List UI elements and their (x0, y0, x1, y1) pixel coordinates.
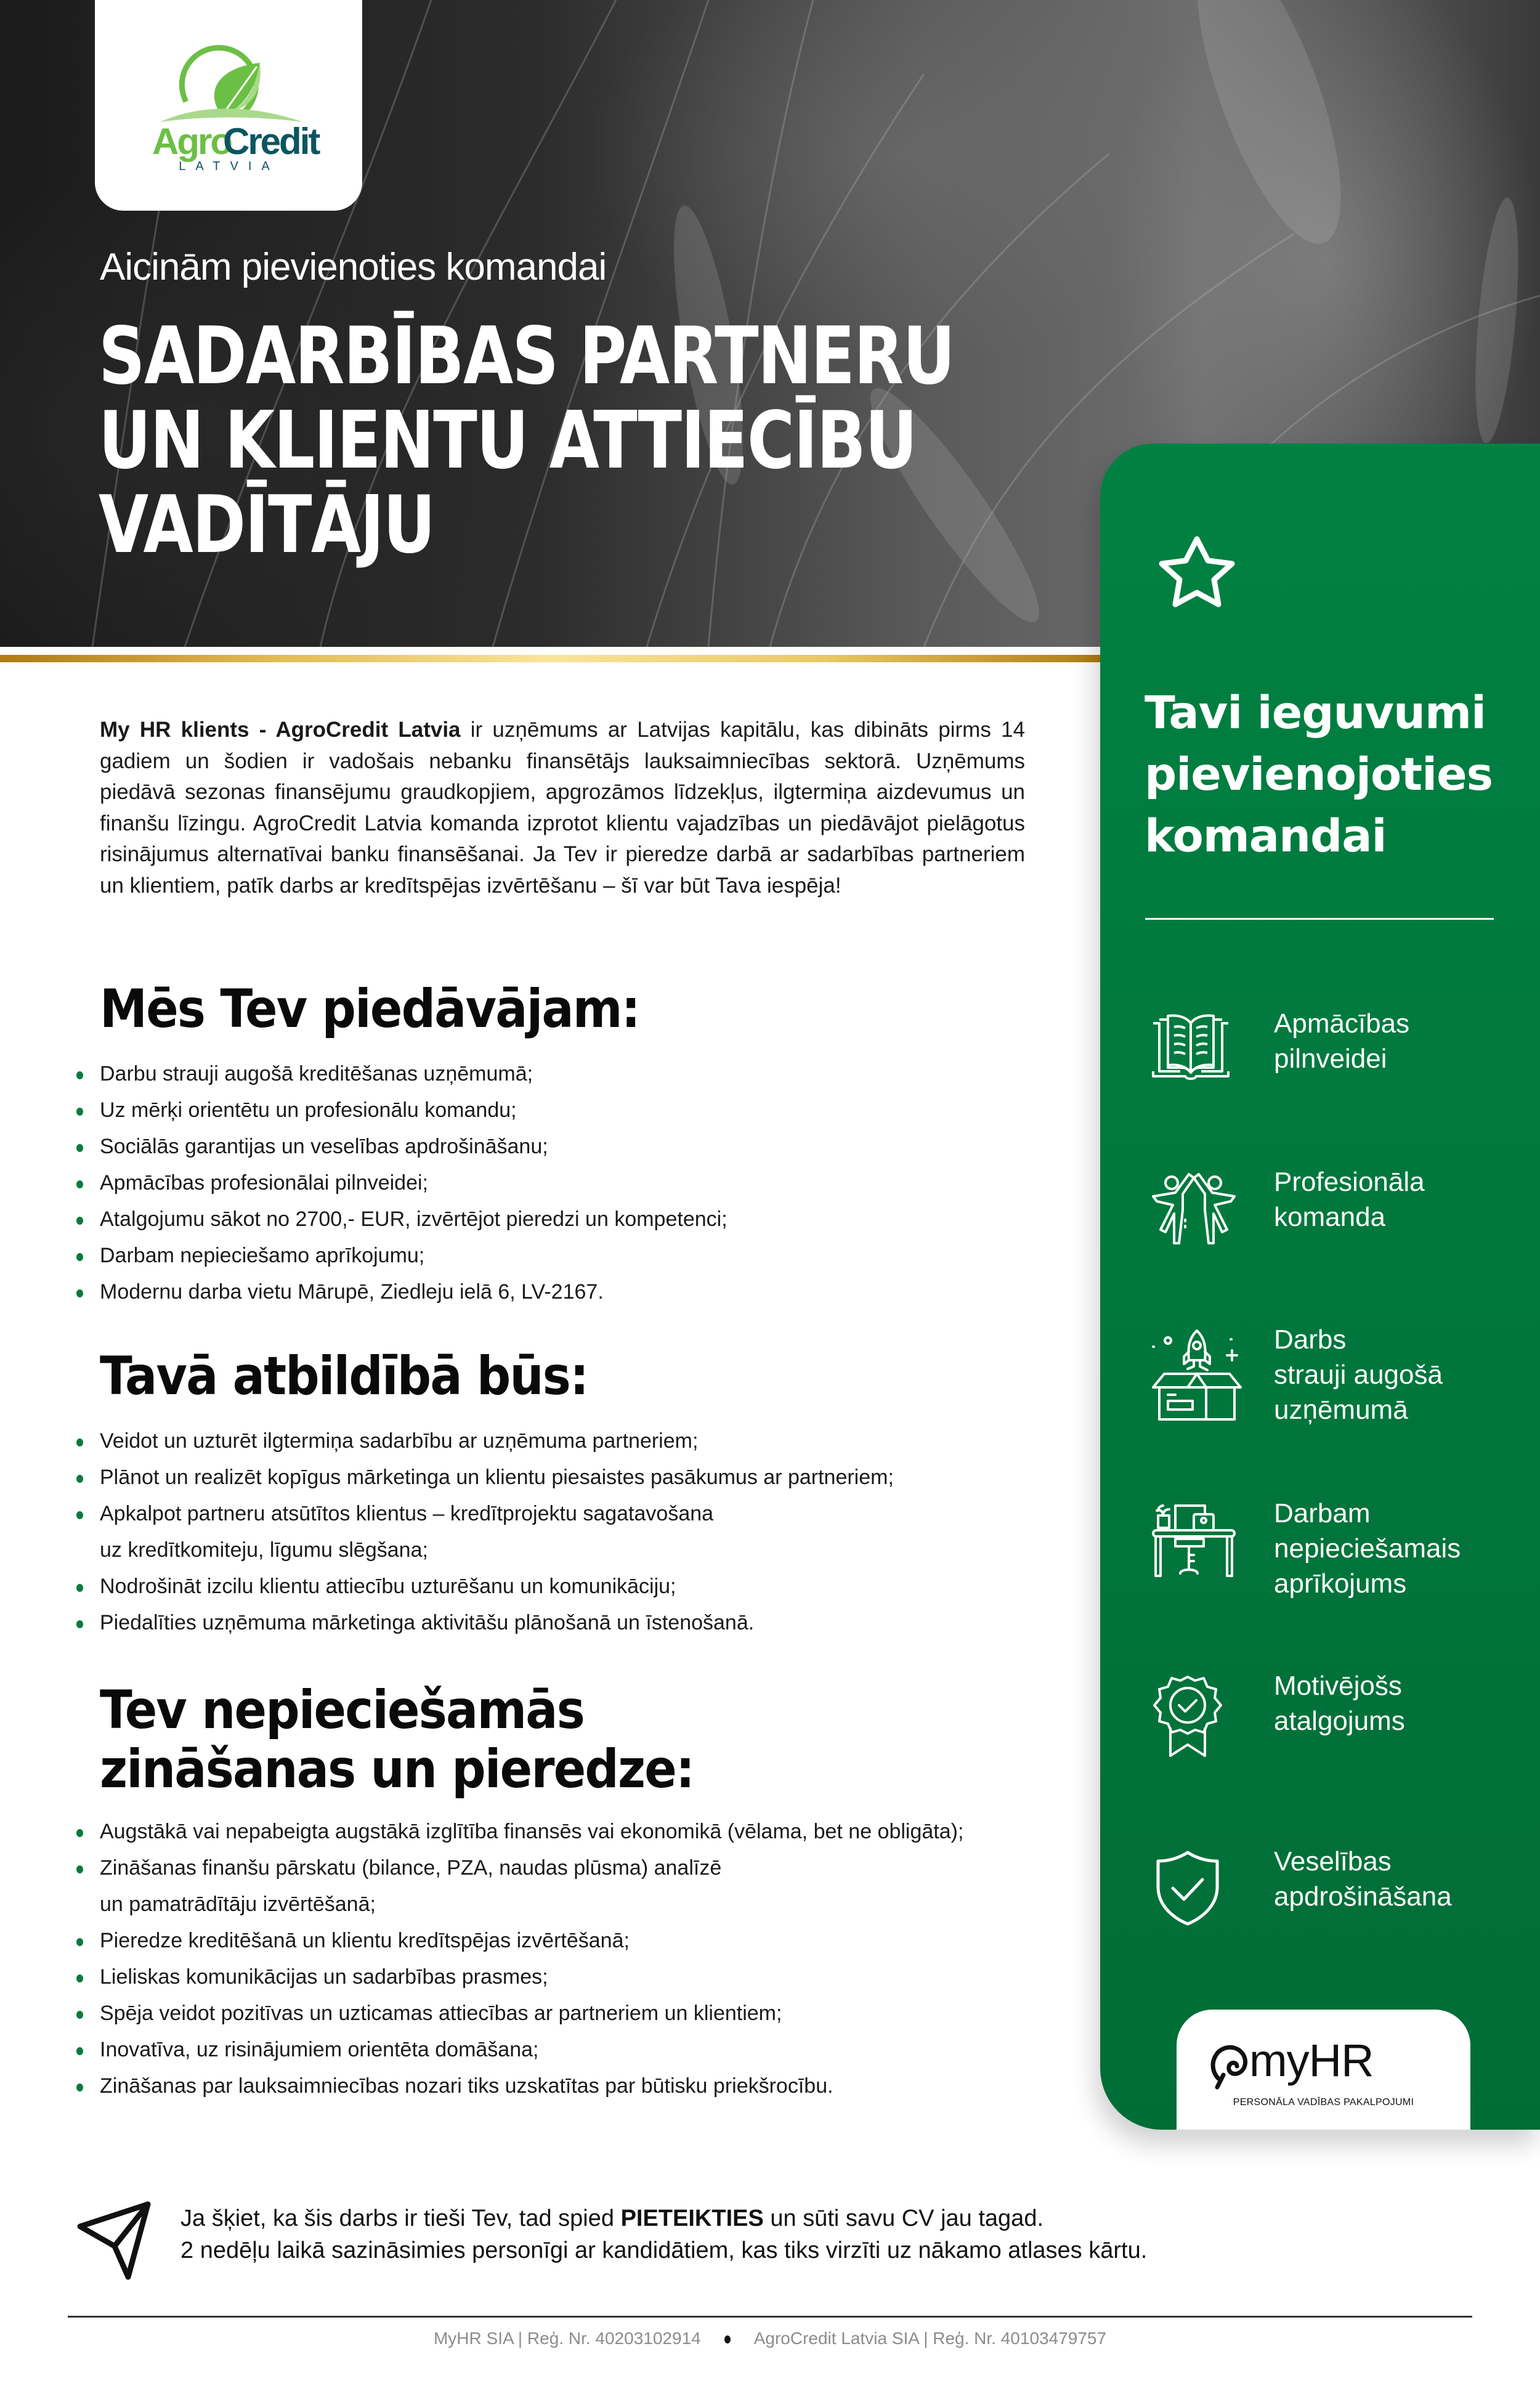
send-paper-plane-icon (75, 2201, 154, 2281)
benefit-line: atalgojums (1274, 1706, 1405, 1736)
cta-text-part: un sūti savu CV jau tagad. (763, 2205, 1044, 2231)
desk-icon (1151, 1502, 1237, 1579)
myhr-tagline: PERSONĀLA VADĪBAS PAKALPOJUMI (1233, 2097, 1414, 2108)
benefit-line: apdrošināšana (1274, 1881, 1452, 1912)
list-item: Nodrošināt izcilu klientu attiecību uzturēšanu un komunikāciju; (76, 1568, 894, 1605)
benefit-line: nepieciešamais (1274, 1533, 1461, 1564)
benefit-line: Darbs (1274, 1325, 1347, 1355)
footer-divider (68, 2316, 1472, 2318)
list-item-continuation: uz kredītkomiteju, līgumu slēgšana; (100, 1538, 428, 1562)
list-item: Plānot un realizēt kopīgus mārketinga un klientu piesaistes pasākumus ar partneriem; (76, 1459, 894, 1496)
list-item: Apkalpot partneru atsūtītos klientus – kredītprojektu sagatavošana (76, 1496, 894, 1532)
benefit-item (1151, 1498, 1533, 1613)
list-item: Zināšanas par lauksaimniecības nozari tiks uzskatītas par būtisku priekšrocību. (76, 2068, 963, 2104)
duties-list (76, 1423, 894, 1641)
list-item: Augstākā vai nepabeigta augstākā izglītība finansēs vai ekonomikā (vēlama, bet ne obligāta); (76, 1814, 963, 1850)
benefit-text (1274, 1668, 1405, 1739)
benefits-heading-line: komandai (1145, 810, 1387, 862)
requirements-heading (100, 1681, 694, 1799)
requirements-list (76, 1814, 963, 2104)
footer-myhr-registration: MyHR SIA | Reģ. Nr. 40203102914 (433, 2329, 701, 2348)
cta-text (180, 2202, 1147, 2266)
book-icon (1151, 1012, 1231, 1080)
cta-line-2: 2 nedēļu laikā sazināsimies personīgi ar kandidātiem, kas tiks virzīti uz nākamo atlases kārtu. (180, 2238, 1148, 2263)
job-title (99, 310, 955, 571)
requirements-heading-line: Tev nepieciešamās (100, 1679, 584, 1741)
benefit-item (1151, 1008, 1533, 1123)
benefit-line: Darbam (1274, 1498, 1371, 1528)
list-item: Modernu darba vietu Mārupē, Ziedleju ielā 6, LV-2167. (76, 1274, 727, 1310)
list-item-continuation: un pamatrādītāju izvērtēšanā; (100, 1893, 376, 1916)
star-icon (1151, 533, 1243, 622)
benefits-heading-line: Tavi ieguvumi (1145, 687, 1486, 739)
benefit-line: Profesionāla (1274, 1167, 1425, 1197)
award-badge-icon (1151, 1674, 1225, 1758)
benefit-line: strauji augošā (1274, 1360, 1443, 1390)
agrocredit-logo-card (95, 0, 362, 211)
benefit-text (1274, 1496, 1461, 1601)
gold-divider (0, 655, 1100, 662)
cta-line-1 (180, 2202, 1147, 2234)
benefit-text (1274, 1844, 1452, 1914)
benefit-line: aprīkojums (1274, 1568, 1407, 1599)
benefit-item (1151, 1167, 1533, 1281)
benefit-line: pilnveidei (1274, 1044, 1387, 1074)
logo-credit-text: Credit (223, 121, 319, 162)
apply-keyword: PIETEIKTIES (620, 2205, 764, 2231)
list-item: Darbam nepieciešamo aprīkojumu; (76, 1238, 727, 1274)
offer-heading: Mēs Tev piedāvājam: (100, 978, 639, 1040)
list-item: Sociālās garantijas un veselības apdrošināšanu; (76, 1129, 727, 1165)
benefit-line: uzņēmumā (1274, 1395, 1408, 1425)
benefits-panel (1100, 444, 1540, 2130)
list-item: Uz mērķi orientētu un profesionālu komandu; (76, 1092, 727, 1129)
list-item: Atalgojumu sākot no 2700,- EUR, izvērtējot pieredzi un kompetenci; (76, 1201, 727, 1238)
myhr-logo-card (1177, 2010, 1470, 2130)
benefit-line: Veselības (1274, 1846, 1392, 1877)
logo-latvia-text: LATVIA (179, 160, 280, 172)
benefit-text (1274, 1322, 1443, 1427)
intro-lead: My HR klients - AgroCredit Latvia (100, 718, 461, 742)
benefit-item (1151, 1671, 1533, 1785)
benefits-divider (1145, 918, 1494, 920)
benefit-item (1151, 1846, 1533, 1961)
job-title-line: UN KLIENTU ATTIECĪBU (99, 395, 917, 487)
offer-list (76, 1056, 727, 1310)
list-item: Pieredze kreditēšanā un klientu kredītspējas izvērtēšanā; (76, 1923, 963, 1959)
job-title-line: VADĪTĀJU (99, 479, 435, 571)
requirements-heading-line: zināšanas un pieredze: (100, 1739, 694, 1800)
benefit-line: Motivējošs (1274, 1671, 1402, 1701)
list-item: Piedalīties uzņēmuma mārketinga aktivitāšu plānošanā un īstenošanā. (76, 1605, 894, 1641)
list-item: Apmācības profesionālai pilnveidei; (76, 1165, 727, 1201)
intro-paragraph (100, 715, 1025, 901)
job-title-line: SADARBĪBAS PARTNERU (99, 310, 955, 402)
list-item: Veidot un uzturēt ilgtermiņa sadarbību ar uzņēmuma partneriem; (76, 1423, 894, 1459)
benefits-heading-line: pievienojoties (1145, 749, 1493, 801)
benefit-text (1274, 1164, 1425, 1235)
list-item: Zināšanas finanšu pārskatu (bilance, PZA, naudas plūsma) analīzē (76, 1850, 963, 1886)
footer (0, 2329, 1540, 2348)
benefit-text (1274, 1006, 1409, 1076)
list-item: Spēja veidot pozitīvas un uzticamas attiecības ar partneriem un klientiem; (76, 1995, 963, 2032)
benefit-line: Apmācības (1274, 1008, 1410, 1039)
list-item: Darbu strauji augošā kreditēšanas uzņēmumā; (76, 1056, 727, 1092)
shield-check-icon (1151, 1850, 1225, 1927)
cta-text-part: Ja šķiet, ka šis darbs ir tieši Tev, tad spied (180, 2205, 621, 2231)
logo-agro-text: Agro (152, 121, 231, 162)
benefits-heading (1145, 683, 1493, 867)
footer-separator-dot (724, 2335, 731, 2343)
myhr-logo-text: myHR (1249, 2035, 1374, 2086)
benefit-line: komanda (1274, 1202, 1386, 1232)
list-item: Lieliskas komunikācijas un sadarbības prasmes; (76, 1959, 963, 1995)
intro-text: ir uzņēmums ar Latvijas kapitālu, kas dibināts pirms 14 gadiem un šodien ir vadošais nebanku finansētājs lauksaimniecības sektorā. Uzņēmums piedāvā sezonas finansējumu graudkopjiem, apgrozāmos līdzekļus, ilgtermiņa aizdevumus un finanšu līzingu. AgroCredit Latvia komanda izprotot klientu vajadzības un piedāvājot pielāgotus risinājumus alternatīvai banku finansēšanai. Ja Tev ir pieredze darbā ar sadarbības partneriem un klientiem, patīk darbs ar kredītspējas izvērtēšanu – šī var būt Tava iespēja! (100, 718, 1026, 898)
agrocredit-logo (131, 43, 328, 172)
benefit-item (1151, 1325, 1533, 1439)
myhr-logo-mark (1210, 2040, 1248, 2090)
footer-agrocredit-registration: AgroCredit Latvia SIA | Reģ. Nr. 40103479757 (753, 2329, 1107, 2348)
team-high-five-icon (1151, 1171, 1237, 1248)
hero-subtitle: Aicinām pievienoties komandai (100, 246, 607, 288)
duties-heading: Tavā atbildībā būs: (100, 1345, 588, 1407)
list-item: Inovatīva, uz risinājumiem orientēta domāšana; (76, 2032, 963, 2068)
rocket-box-icon (1151, 1328, 1243, 1421)
